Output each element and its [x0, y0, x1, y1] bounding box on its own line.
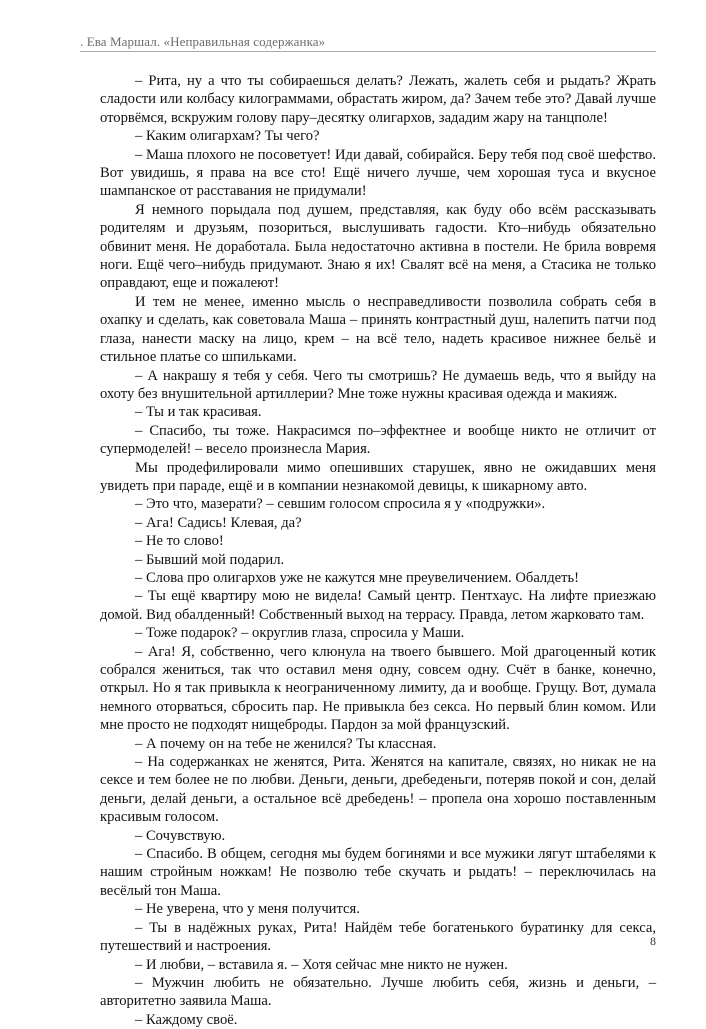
- paragraph: – Бывший мой подарил.: [135, 551, 285, 568]
- header-divider: [80, 51, 656, 52]
- paragraph: – Ты в надёжных руках, Рита! Найдём тебе богатенького буратинку для секса, путешествий и настроения.: [100, 919, 656, 955]
- running-header: . Ева Маршал. «Неправильная содержанка»: [80, 34, 326, 49]
- paragraph: Мы продефилировали мимо опешивших старушек, явно не ожидавших меня увидеть при параде, ещё и в компании незнакомой девицы, к шикарному авто.: [100, 459, 656, 494]
- paragraph: – Сочувствую.: [135, 827, 226, 844]
- paragraph: – Ага! Я, собственно, чего клюнула на твоего бывшего. Мой драгоценный котик собрался жениться, так что оставил меня одну, совсем одну. Счёт в банке, конечно, открыл. Но я так привыкла к неограниченному лимиту, да и вообще. Грущу. Вот, думала немного оторваться, сбросить пар. Не привыкла без секса. Но первый блин комом. Или мне просто не подходят нищеброды. Пардон за мой французский.: [100, 643, 656, 734]
- paragraph: – Каждому своё.: [135, 1011, 238, 1028]
- paragraph: – Ага! Садись! Клевая, да?: [135, 514, 302, 531]
- paragraph: – Тоже подарок? – округлив глаза, спросила у Маши.: [135, 625, 465, 642]
- paragraph: – Каким олигархам? Ты чего?: [135, 128, 320, 145]
- paragraph: – Не то слово!: [135, 533, 224, 550]
- paragraph: – Ты и так красивая.: [135, 404, 262, 421]
- paragraph: – Слова про олигархов уже не кажутся мне преувеличением. Обалдеть!: [135, 569, 580, 586]
- paragraph: – На содержанках не женятся, Рита. Женятся на капитале, связях, но никак не на сексе и тем более не по любви. Деньги, деньги, дребеденьги, потеряв покой и сон, делай деньги, делай деньги, а остальное всё дребедень! – пропела она хорошо поставленным красивым голосом.: [100, 754, 656, 826]
- paragraph: – И любви, – вставила я. – Хотя сейчас мне никто не нужен.: [135, 956, 508, 973]
- page-number: 8: [650, 934, 656, 948]
- paragraph: – Рита, ну а что ты собираешься делать? Лежать, жалеть себя и рыдать? Жрать сладости или колбасу килограммами, обрастать жиром, да? Зачем тебе это? Давай лучше оторвёмся, вскружим голову пару–десятку олигархов, зададим жару на танцполе!: [100, 73, 656, 126]
- paragraph: – Маша плохого не посоветует! Иди давай, собирайся. Беру тебя под своё шефство. Вот увидишь, я права на все сто! Ещё ничего лучше, чем хорошая туса и вкусное шампанское от расставания не придумали!: [100, 146, 656, 200]
- paragraph: – Мужчин любить не обязательно. Лучше любить себя, жизнь и деньги, – авторитетно заявила Маша.: [100, 974, 656, 1010]
- paragraph: – А почему он на тебе не женился? Ты классная.: [135, 735, 437, 752]
- paragraph: – Спасибо. В общем, сегодня мы будем богинями и все мужики лягут штабелями к нашим стройным ножкам! Не позволю тебе скучать и рыдать! – переключилась на весёлый тон Маша.: [100, 846, 656, 899]
- paragraph: И тем не менее, именно мысль о несправедливости позволила собрать себя в охапку и сделать, как советовала Маша – принять контрастный душ, налепить патчи под глаза, нанести маску на лицо, крем – на всё тело, надеть красивое нижнее бельё и стильное платье со шпильками.: [100, 293, 656, 366]
- paragraph: – Это что, мазерати? – севшим голосом спросила я у «подружки».: [135, 496, 546, 513]
- paragraph: – Не уверена, что у меня получится.: [135, 901, 360, 918]
- paragraph: – Ты ещё квартиру мою не видела! Самый центр. Пентхаус. На лифте приезжаю домой. Вид обалденный! Собственный выход на террасу. Правда, летом жарковато там.: [100, 588, 656, 623]
- paragraph: – Спасибо, ты тоже. Накрасимся по–эффектнее и вообще никто не отличит от супермоделей! – весело произнесла Мария.: [100, 422, 656, 458]
- paragraph: – А накрашу я тебя у себя. Чего ты смотришь? Не думаешь ведь, что я выйду на охоту без внушительной артиллерии? Мне тоже нужны красивая одежда и макияж.: [100, 367, 656, 402]
- page-body: [100, 72, 656, 1029]
- paragraph: Я немного порыдала под душем, представляя, как буду обо всём рассказывать родителям и друзьям, позориться, выслушивать гадости. Кто–нибудь обязательно обвинит меня. Не доработала. Была недостаточно активна в постели. Не брила вовремя ноги. Ещё чего–нибудь придумают. Знаю я их! Свалят всё на меня, а Стасика не только оправдают, еще и пожалеют!: [100, 201, 656, 292]
